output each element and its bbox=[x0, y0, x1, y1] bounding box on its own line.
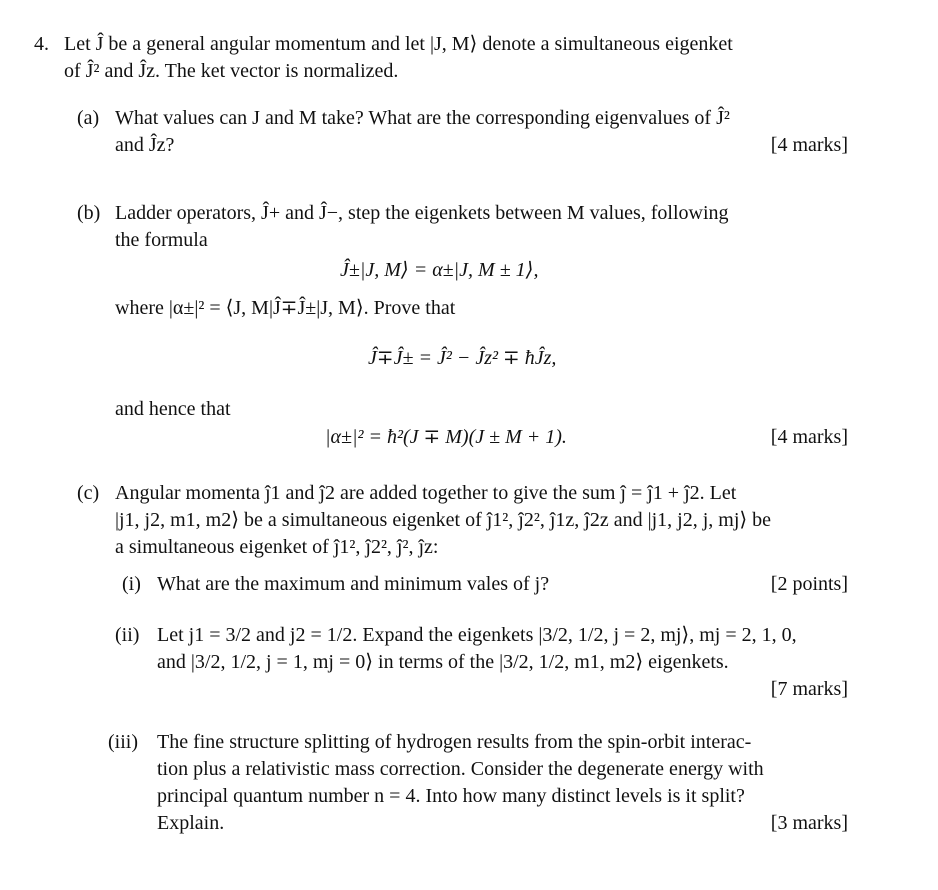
question-4 bbox=[34, 31, 854, 85]
part-b-marks: [4 marks] bbox=[770, 426, 848, 448]
intro-line-1: Let Ĵ be a general angular momentum and let |J, M⟩ denote a simultaneous eigenket bbox=[64, 33, 733, 55]
part-b-equation-3: |α±|² = ħ²(J ∓ M)(J ± M + 1). bbox=[325, 426, 567, 448]
part-c-i-text: What are the maximum and minimum vales of j? bbox=[157, 573, 550, 595]
part-b-line-3: where |α±|² = ⟨J, M|Ĵ∓Ĵ±|J, M⟩. Prove that bbox=[115, 297, 456, 319]
part-b-equation-3-row bbox=[325, 424, 848, 451]
part-c-iii-line-2: tion plus a relativistic mass correction. Consider the degenerate energy with bbox=[157, 758, 764, 780]
part-b-equation-2: Ĵ∓Ĵ± = Ĵ² − Ĵz² ∓ ħĴz, bbox=[368, 347, 557, 369]
part-c-ii bbox=[115, 622, 848, 703]
part-c-line-1: Angular momenta ĵ1 and ĵ2 are added together to give the sum ĵ = ĵ1 + ĵ2. Let bbox=[115, 482, 737, 504]
part-a-marks: [4 marks] bbox=[770, 134, 848, 156]
part-c-line-3: a simultaneous eigenket of ĵ1², ĵ2², ĵ², ĵz: bbox=[115, 536, 439, 558]
part-a-line-1: What values can J and M take? What are the corresponding eigenvalues of Ĵ² bbox=[115, 107, 730, 129]
part-c-iii bbox=[108, 729, 848, 837]
part-c-ii-line-1: Let j1 = 3/2 and j2 = 1/2. Expand the eigenkets |3/2, 1/2, j = 2, mj⟩, mj = 2, 1, 0, bbox=[157, 624, 797, 646]
part-a-label: (a) bbox=[77, 107, 100, 129]
part-b bbox=[77, 200, 848, 254]
part-a bbox=[77, 105, 848, 159]
part-c-iii-line-4: Explain. bbox=[157, 812, 225, 834]
part-b-line-2: the formula bbox=[115, 229, 208, 251]
part-c-i-marks: [2 points] bbox=[770, 573, 848, 595]
part-c-iii-label: (iii) bbox=[108, 731, 138, 753]
intro-line-2: of Ĵ² and Ĵz. The ket vector is normalized. bbox=[64, 60, 399, 82]
part-c-ii-marks: [7 marks] bbox=[770, 678, 848, 700]
part-c-iii-line-3: principal quantum number n = 4. Into how many distinct levels is it split? bbox=[157, 785, 745, 807]
part-c-iii-marks: [3 marks] bbox=[770, 812, 848, 834]
part-c-line-2: |j1, j2, m1, m2⟩ be a simultaneous eigenket of ĵ1², ĵ2², ĵ1z, ĵ2z and |j1, j2, j, mj⟩ be bbox=[115, 509, 772, 531]
part-c-i bbox=[122, 571, 848, 598]
part-c bbox=[77, 480, 848, 561]
part-c-label: (c) bbox=[77, 482, 100, 504]
part-c-i-label: (i) bbox=[122, 573, 141, 595]
part-b-line-1: Ladder operators, Ĵ+ and Ĵ−, step the eigenkets between M values, following bbox=[115, 202, 729, 224]
part-b-line-4: and hence that bbox=[115, 398, 231, 420]
part-a-line-2: and Ĵz? bbox=[115, 134, 175, 156]
question-number: 4. bbox=[34, 33, 49, 55]
part-b-label: (b) bbox=[77, 202, 101, 224]
part-c-iii-line-1: The fine structure splitting of hydrogen results from the spin-orbit interac- bbox=[157, 731, 752, 753]
question-intro bbox=[64, 31, 854, 85]
part-c-ii-label: (ii) bbox=[115, 624, 140, 646]
part-b-equation-1: Ĵ±|J, M⟩ = α±|J, M ± 1⟩, bbox=[340, 259, 539, 281]
part-c-ii-line-2: and |3/2, 1/2, j = 1, mj = 0⟩ in terms of the |3/2, 1/2, m1, m2⟩ eigenkets. bbox=[157, 651, 729, 673]
